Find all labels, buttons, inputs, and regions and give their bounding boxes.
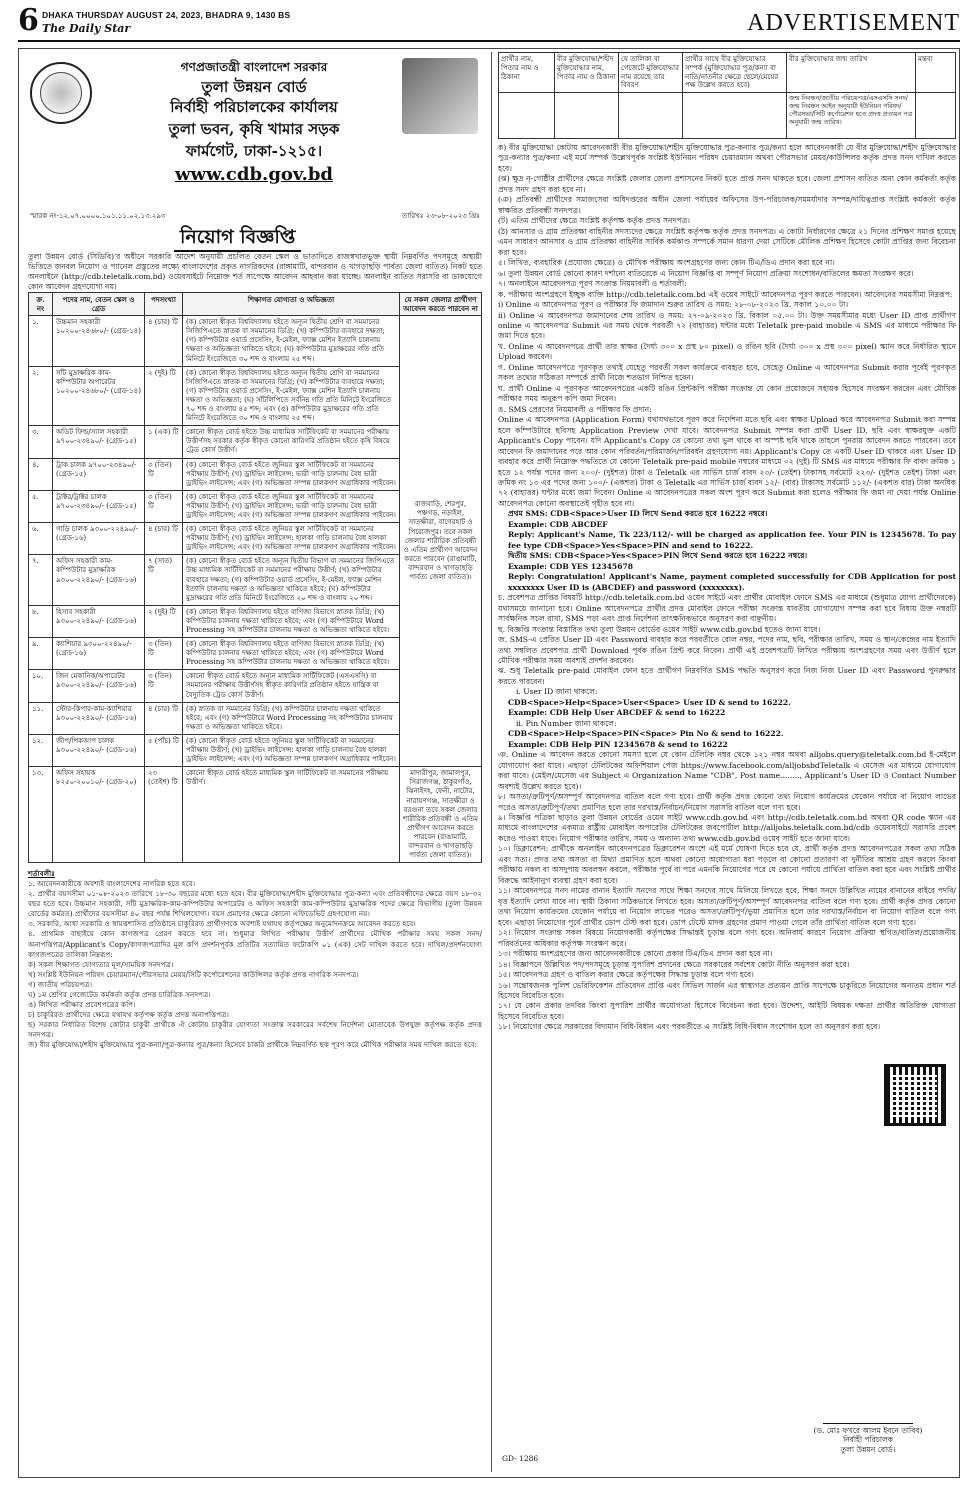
instruction-line: চ. প্রবেশপত্র প্রাপ্তির বিষয়টি http://cdb.teletalk.com.bd ওয়েব সাইটে এবং প্রার্থীর মোবাইল ফোনে SMS এর মাধ্যমে (শুধুমাত্র যোগ্য প্রার্থীদেরকে) যথাসময়ে জানানো হবে। Online আবেদনপত্রে প্রার্থীর প্রদত্ত মোবাইল ফোনে পরীক্ষা সংক্রান্ত যাবতীয় যোগাযোগ সম্পন্ন করা হবে বিধায় উক্ত নম্বরটি সার্বক্ষনিক সচল রাখা, SMS পড়া এবং প্রাপ্ত নির্দেশনা তাৎক্ষনিকভাবে অনুসরণ করা বাঞ্ছনীয়। [498, 593, 956, 624]
table-cell: ২ (দুই) টি [145, 605, 183, 637]
table-cell: জীপ/পিকআপ চালক ৯৩০০-২২৪৯০/- (গ্রেড-১৬) [53, 734, 145, 766]
address-line-2: ফার্মগেট, ঢাকা-১২১৫। [185, 142, 323, 160]
portrait-image [402, 58, 478, 134]
table-cell: অডিট ফিল্ড/স্যাল সহকারী ৯৭০০-২৩৪৯০/- (গ্রেড-১৫) [53, 426, 145, 458]
instruction-line: ক) বীর মুক্তিযোদ্ধা কোটায় আবেদনকারী বীর মুক্তিযোদ্ধা/শহীদ মুক্তিযোদ্ধার পুত্র-কন্যার পুত্র/কন্যা হলে আবেদনকারী যে বীর মুক্তিযোদ্ধা/শহীদ মুক্তিযোদ্ধার পুত্র-কন্যার পুত্র/কন্যা এই মর্মে সম্পর্ক উল্লেখপূর্বক সংশ্লিষ্ট ইউনিয়ন পরিষদ চেয়ারম্যান অথবা পৌরসভার মেয়র/কাউন্সিলর কর্তৃক প্রদত্ত সনদ দাখিল করতে হবে। [498, 143, 956, 173]
table-cell: (ক) কোনো স্বীকৃত বিশ্ববিদ্যালয় হইতে বাণিজ্য বিভাগে স্নাতক ডিগ্রি; (খ) কম্পিউটার চালনায় দক্ষতা থাকিতে হইবে; এবং (গ) কম্পিউটারে Word Processing সহ কম্পিউটার চালনায় দক্ষতা ও অভিজ্ঞতা থাকিতে হইবে। [183, 605, 400, 637]
table-cell: (ক) কোনো স্বীকৃত বোর্ড হইতে জুনিয়র স্কুল সার্টিফিকেট বা সমমানের পরীক্ষায় উত্তীর্ণ; (খ) ড্রাইভিং লাইসেন্স: ভারী গাড়ি চালনায় বৈধ ভারী ড্রাইভিং লাইসেন্স; এবং (গ) অভিজ্ঞতা সম্পন্ন চালকগণ অগ্রাধিকার পাইবেন। [183, 458, 400, 490]
condition-item: ঙ) লিখিত পরীক্ষার প্রবেশপত্রের কপি। [28, 1000, 136, 1010]
instruction-line: ১২। নিয়োগ সংক্রান্ত সকল বিষয়ে নিয়োগকারী কর্তৃপক্ষের সিদ্ধান্তই চূড়ান্ত বলে গণ্য হবে। অনিবার্য কারণে নিয়োগ প্রক্রিয়া স্থগিত/বাতিল/প্রয়োজনীয় পরিবর্তনের অধিকার কর্তৃপক্ষ সংরক্ষণ করে। [498, 928, 956, 948]
signature-image [823, 1402, 913, 1424]
instruction-line: ৭। অনলাইনে আবেদনপত্র পূরণ সংক্রান্ত নিয়মাবলী ও শর্তাবলী: [498, 279, 687, 289]
ff-col-header: প্রার্থীর নাম, পিতার নাম ও ঠিকানা [499, 53, 555, 93]
instruction-line: Example: CDB Help User ABCDEF & send to 16222 [508, 708, 726, 718]
conditions-title: শর্তাবলীঃ [28, 869, 55, 878]
table-cell: (ক) কোনো স্বীকৃত বোর্ড হইতে অন্যূন দ্বিতীয় বিভাগ বা সমমানের জিপিএতে উচ্চ মাধ্যমিক সার্টিফিকেট বা সমমানের পরীক্ষায় উত্তীর্ণ; (খ) কম্পিউটার ব্যবহারে দক্ষতা; (গ) কম্পিউটার ওয়ার্ড প্রসেসিং, ই-মেইল, ফ্যাক্স মেশিন ইত্যাদি চালনায় দক্ষতা ও অভিজ্ঞতা থাকিতে হইবে; (ঘ) কম্পিউটার মুদ্রাক্ষরের গতি প্রতি মিনিটে ইংরেজিতে ২০ শব্দ ও বাংলায় ২০ শব্দ। [183, 555, 400, 605]
table-cell: ট্রাক্টর/ট্রাক্টর চালক ৯৭০০-২৩৪৯০/- (গ্রেড-১৫) [53, 490, 145, 522]
table-cell: কোনো স্বীকৃত বোর্ড হইতে উচ্চ মাধ্যমিক সার্টিফিকেট বা সমমানের পরীক্ষায় উত্তীর্ণসহ সরকার কর্তৃক স্বীকৃত কোনো কারিগরি প্রতিষ্ঠান হইতে কৃষি বিষয়ে ট্রেড কোর্স উত্তীর্ণ। [183, 426, 400, 458]
instruction-line: ৫। লিখিত, ব্যবহারিক (প্রযোজ্য ক্ষেত্রে) ও মৌখিক পরীক্ষায় অংশগ্রহণের জন্য কোন টিএ/ডিএ প্রদান করা হবে না। [498, 258, 835, 268]
freedom-fighter-table [498, 52, 956, 139]
board-name: তুলা উন্নয়ন বোর্ড [201, 78, 307, 96]
district-cell: রাজবাড়ি, শেরপুর, পঞ্চগড়, নড়াইল, সাতক্ষীরা, বাগেরহাট ও পিরোজপুর। তবে সকল জেলার শারীরিক প্রতিবন্ধী ও এতিম প্রার্থীগণ আবেদন করতে পারবেন (রাঙামাটি, বান্দরবান ও খাগড়াছড়ি পার্বত্য জেলা ব্যতিত)। [400, 316, 482, 767]
table-cell: স্টোর-কিপার-কাম-ক্যাশিয়ার ৯৩০০-২২৪৯০/- (গ্রেড-১৬) [53, 702, 145, 734]
instruction-line: CDB<Space>Help<Space>PIN<Space> Pin No & send to 16222. [508, 729, 784, 739]
ff-birthdate-note: জন্ম নিবন্ধন/জাতীয় পরিচয়পত্র/এসএসসি সনদ/জন্ম নিবন্ধন আইন অনুযায়ী ইউনিয়ন পরিষদ/পৌরসভা/সিটি কর্পোরেশন হতে প্রদত্ত প্রত্যয়ন পত্র অনুযায়ী জন্ম তারিখ। [787, 93, 916, 139]
instruction-line: (ট) এতিম প্রার্থীদের ক্ষেত্রে সংশ্লিষ্ট কর্তৃপক্ষ কর্তৃক প্রদত্ত সনদপত্র। [498, 216, 690, 226]
table-cell: অফিস সহকারী কাম-কম্পিউটার মুদ্রাক্ষরিক ৯৩০০-২২৪৯০/- (গ্রেড-১৬) [53, 555, 145, 605]
table-cell: (ক) কোনো স্বীকৃত বিশ্ববিদ্যালয় হইতে বাণিজ্য বিভাগে স্নাতক ডিগ্রি; (খ) কম্পিউটার চালনায় দক্ষতা থাকিতে হইবে; এবং (গ) কম্পিউটারে Word Processing সহ কম্পিউটার চালনায় দক্ষতা ও অভিজ্ঞতা থাকিতে হইবে। [183, 638, 400, 670]
col-header: পদসংখ্যা [145, 293, 183, 316]
instruction-line: ৬। তুলা উন্নয়ন বোর্ড কোনো কারণ দর্শানো ব্যতিরেকে এ নিয়োগ বিজ্ঞপ্তি বা সম্পূর্ণ নিয়োগ প্রক্রিয়া সংশোধন/বাতিলের ক্ষমতা সংরক্ষণ করে। [498, 268, 914, 278]
condition-item: গ) জাতীয় পরিচয়পত্র। [28, 979, 93, 989]
masthead [18, 3, 960, 42]
ff-col-header: যে তালিকা বা গেজেটে মুক্তিযোদ্ধার নাম রয়েছে তার বিবরণ [619, 53, 683, 93]
instruction-line: i) Online এ আবেদনপত্র পূরণ ও পরীক্ষার ফি জমাদান শুরুর তারিখ ও সময়: ২৮-০৮-২০২৩ খ্রি. সকাল ১০.০০ টা। [498, 300, 849, 310]
table-cell: হিসাব সহকারী ৯৩০০-২২৪৯০/- (গ্রেড-১৬) [53, 605, 145, 637]
condition-item: ৩. সরকারি, আধা সরকারি ও স্বায়ত্তশাসিত প্রতিষ্ঠানে চাকুরিরত প্রার্থীগণকে অবশ্যই যথাযথ কর্তৃপক্ষের অনুমোদনক্রমে আবেদন করতে হবে। [28, 919, 416, 929]
instruction-line: Online এ আবেদনপত্র (Application Form) যথাযথভাবে পূরণ করে নির্দেশনা মতে ছবি এবং স্বাক্ষর Upload করে আবেদনপত্র Submit করা সম্পন্ন হলে কম্পিউটারে ছবিসহ Application Preview দেখা যাবে। আবেদনপত্র Submit সম্পন্ন করা প্রার্থী User ID, ছবি এবং স্বাক্ষরযুক্ত একটি Applicant's Copy পাবেন। যদি Applicant's Copy তে কোনো তথ্য ভুল থাকে বা অস্পষ্ট ছবি থাকে তাহলে পুনরায় আবেদন করতে পারবেন। তবে আবেদন ফি জমাদানের পরে আর কোন পরিবর্তন/পরিমার্জন/পরিবর্ধন গ্রহণযোগ্য নয়। Applicant's Copy তে একটি User ID থাকবে এবং User ID ব্যবহার করে প্রার্থী নিম্নোক্ত পদ্ধতিতে যে কোনো Teletalk pre-paid mobile নম্বরের মাধ্যমে ০২ (দুই) টি SMS এর মাধ্যমে পরীক্ষার ফি বাবদ ক্রমিক ১ হতে ১২ পর্যন্ত পদের জন্য ২০০/- (দুইশত) টাকা ও Teletalk এর সার্ভিস চার্জ বাবদ ২৩/- (তেইশ) টাকাসহ সর্বমোট ২২৩/- (দুইশত তেইশ) টাকা এবং ক্রমিক নং ১৩ এর পদের জন্য ১০০/- (একশত) টাকা ও Teletalk এর সার্ভিস চার্জ বাবদ ১২/- (বার) টাকাসহ সর্বমোট ১১২/- (একশত বার) টাকা অনধিক ৭২ (বাহাত্তর) ঘন্টার মধ্যে জমা দিবেন। Online এ আবেদনপত্রের সকল অংশ পূরণ করে Submit করা হলেও পরীক্ষার ফি জমা না দেয়া পর্যন্ত Online আবেদনপত্র কোনো অবস্থাতেই গৃহীত হবে না। [498, 415, 956, 508]
instruction-line: দ্বিতীয় SMS: CDB<Space>Yes<Space>PIN লিখে Send করতে হবে 16222 নম্বরে। [508, 551, 808, 561]
condition-item: ১. আবেদনকারীকে অবশ্যই বাংলাদেশের নাগরিক হতে হবে। [28, 879, 196, 889]
newspaper-brand: The Daily Star [42, 22, 131, 35]
condition-item: ৪. প্রাথমিক বাছাইয়ে কোন কাগজপত্র প্রেরণ করতে হবে না। শুধুমাত্র লিখিত পরীক্ষায় উত্তীর্ণ প্রার্থীদের মৌখিক পরীক্ষার সময় সকল সনদ/অনাপত্তিপত্র/Applicant's Copy/কাগজপত্রাদির মূল কপি প্রদর্শনপূর্বক প্রতিটির সত্যায়িত ফটোকপি ০১ (এক) সেট দাখিল করতে হবে। দাখিল/প্রদর্শনযোগ্য কাগজপত্রের তালিকা নিম্নরূপ: [28, 929, 482, 959]
table-cell: উচ্চমান সহকারী ১০২০০-২৪৬৮০/- (গ্রেড-১৪) [53, 316, 145, 366]
table-cell: কোনো স্বীকৃত বোর্ড হইতে মাধ্যমিক স্কুল সার্টিফিকেট বা সমমানের পরীক্ষায় উত্তীর্ণ। [183, 767, 400, 863]
dateline: DHAKA THURSDAY AUGUST 24, 2023, BHADRA 9, 1430 BS [42, 10, 291, 20]
instruction-line: (ঞ) প্রতিবন্ধী প্রার্থীদের সমাজসেবা অধিদপ্তরের অধীন জেলা পর্যায়ের অফিসের উপ-পরিচালক/সমমর্যাদার সম্পন্ন/দায়িত্বপ্রাপ্ত সংশ্লিষ্ট কর্মকর্তা কর্তৃক স্বাক্ষরিত প্রতিবন্ধী সনদপত্র। [498, 195, 956, 215]
instruction-line: Reply: Congratulation! Applicant's Name, payment completed successfully for CDB Application for post xxxxxxxx User ID is (ABCDEF) and password (xxxxxxxx). [508, 572, 956, 592]
table-cell: (ক) স্নাতক বা সমমানের ডিগ্রি; (খ) কম্পিউটার চালনায় দক্ষতা থাকিতে হইবে; এবং (গ) কম্পিউটারে Word Processing সহ কম্পিউটার চালনায় দক্ষতা ও অভিজ্ঞতা থাকিতে হইবে। [183, 702, 400, 734]
condition-item: ছ) সরকার নির্ধারিত বিশেষ কোটার চাকুরী প্রার্থীকে ঐ কোটায় চাকুরীর যোগ্যতা সংক্রান্ত সরকারের সর্বশেষ নির্দেশনা মোতাবেক উপযুক্ত কর্তৃপক্ষ কর্তৃক প্রদত্ত সনদপত্র। [28, 1020, 482, 1040]
instruction-line: গ. Online আবেদনপত্রে পূরণকৃত তথ্যই যেহেতু পরবর্তী সকল কার্যক্রমে ব্যবহৃত হবে, সেহেতু Online এ আবেদনপত্র Submit করার পূর্বেই পূরণকৃত সকল তথ্যের সঠিকতা সম্পর্কে প্রার্থী নিজে শতভাগ নিশ্চিত হবেন। [498, 362, 956, 383]
instruction-line: (ঝ) ক্ষুদ্র নৃ-গোষ্ঠীর প্রার্থীদের ক্ষেত্রে সংশ্লিষ্ট জেলার জেলা প্রশাসনের নিকট হতে প্রাপ্ত সনদ থাকতে হবে। জেলা প্রশাসন ব্যতিত অন্য কোন কর্মকর্তা কর্তৃক প্রদত্ত সনদ গ্রহণ করা হবে না। [498, 174, 956, 194]
qr-code-icon[interactable] [884, 1064, 946, 1126]
section-label: ADVERTISEMENT [747, 10, 960, 36]
ff-col-header: মন্তব্য [916, 53, 956, 93]
table-cell: ৭ (সাত) টি [145, 555, 183, 605]
table-cell: ৮. [29, 605, 53, 637]
instruction-line: CDB<Space>Help<Space>User<Space> User ID & send to 16222. [508, 697, 791, 707]
instruction-line: ii. Pin Number জানা থাকলে: [516, 718, 617, 728]
instruction-line: ঝ. শুধু Teletalk pre-paid মোবাইল ফোন হতে প্রার্থীগণ নিম্নবর্ণিত SMS পদ্ধতি অনুসরণ করে নিজ নিজ User ID এবং Password পুনরুদ্ধার করতে পারবেন। [498, 666, 956, 686]
ff-col-header: বীর মুক্তিযোদ্ধা/শহীদ মুক্তিযোদ্ধার নাম, পিতার নাম ও ঠিকানা [555, 53, 619, 93]
instruction-line: ১১। আবেদনপত্রে সনদ নামের বানান ইত্যাদি সনদের সাথে শিক্ষা সনদের সাথে মিলিয়ে লিখতে হবে, শিক্ষা সনদে উল্লিখিত নামের বানানের বাইরে পদবি/বৃত্ত ইত্যাদি লেখা যাবে না। স্থায়ী ঠিকানা সঠিকভাবে লিখতে হবে। অসত্য/ত্রুটিপূর্ণ/অসম্পূর্ণ আবেদনপত্র বাতিল বলে গণ্য হবে। প্রার্থী কর্তৃক প্রদত্ত কোনো তথ্য নিয়োগ কার্যক্রমের যেকোন পর্যায়ে বা নিয়োগ লাভের পরেও অসত্য/ত্রুটিপূর্ণ/ভুয়া প্রমাণিত হলে তার দরখাস্ত/নির্বাচন বা নিয়োগ বাতিল বলে গণ্য হবে। এছাড়া নিয়োগের পূর্বে প্রার্থীর ডোপ টেস্ট করা হবে। ডোপ টেস্টে মাদক গ্রহণের প্রমাণ পাওয়া গেলে তাঁর প্রার্থিতা বাতিল বলে গণ্য হবে। [498, 886, 956, 927]
conditions-section [28, 869, 482, 1050]
instruction-line: খ. Online এ আবেদনপত্রে প্রার্থী তার স্বাক্ষর (দৈর্ঘ্য ৩০০ x প্রস্থ ৮০ pixel) ও রঙিন ছবি (দৈর্ঘ্য ৩০০ x প্রস্থ ৩০০ pixel) স্ক্যান করে নির্ধারিত স্থানে Upload করবেন। [498, 341, 956, 362]
gov-name: গণপ্রজাতন্ত্রী বাংলাদেশ সরকার [180, 60, 328, 74]
condition-item: ক) সকল শিক্ষাগত যোগ্যতার মূল/সাময়িক সনদপত্র। [28, 959, 174, 969]
table-cell: ৪ (চার) টি [145, 523, 183, 555]
col-header: পদের নাম, বেতন স্কেল ও গ্রেড [53, 293, 145, 316]
instruction-line: Example: CDB ABCDEF [508, 519, 608, 529]
gd-number: GD- 1286 [502, 1454, 539, 1463]
table-cell: ৯. [29, 638, 53, 670]
table-cell: অফিস সহায়ক ৮২৫০-২০০১০/- (গ্রেড-২০) [53, 767, 145, 863]
table-cell: ট্রাক চালক ৯৭০০-২৩৪৯০/- (গ্রেড-১৫) [53, 458, 145, 490]
notice-header [24, 52, 486, 202]
instruction-line: প্রথম SMS: CDB<Space>User ID লিখে Send করতে হবে 16222 নম্বরে। [508, 509, 768, 519]
table-cell: ৪ (চার) টি [145, 316, 183, 366]
address-line-1: তুলা ভবন, কৃষি খামার সড়ক [168, 120, 340, 138]
col-header: শিক্ষাগত যোগ্যতা ও অভিজ্ঞতা [183, 293, 400, 316]
table-cell: ১. [29, 316, 53, 366]
website-link[interactable]: www.cdb.gov.bd [174, 164, 334, 185]
table-cell: (ক) কোনো স্বীকৃত বোর্ড হইতে জুনিয়র স্কুল সার্টিফিকেট বা সমমানের পরীক্ষায় উত্তীর্ণ; (খ) ড্রাইভিং লাইসেন্স: হালকা গাড়ি চালনায় বৈধ হালকা ড্রাইভিং লাইসেন্স; এবং (গ) অভিজ্ঞতা সম্পন্ন চালকগণ অগ্রাধিকার পাইবেন। [183, 734, 400, 766]
district-cell: মাদারীপুর, জামালপুর, সিরাজগঞ্জ, ঠাকুরগাঁও, ঝিনাইদহ, ফেনী, নাটোর, নারায়ণগঞ্জ, সাতক্ষীরা ও বরগুনা তবে সকল জেলার শারীরিক প্রতিবন্ধী ও এতিম প্রার্থীগণ আবেদন করতে পারবেন (রাঙামাটি, বান্দরবান ও খাগড়াছড়ি পার্বত্য জেলা ব্যতিত)। [400, 767, 482, 863]
instruction-line: ঘ. প্রার্থী Online এ পূরণকৃত আবেদনপত্রের একটি রঙিন প্রিন্টকপি পরীক্ষা সংক্রান্ত যে কোন প্রয়োজনে সহায়ক হিসেবে সংরক্ষণ করবেন এবং মৌখিক পরীক্ষার সময় অনুরূপ কপি জমা দিবেন। [498, 383, 956, 404]
memo-number: স্মারক নং-১২.০৭.০০০০.১০১.১১.০২.১৩.২৯৩ [30, 212, 166, 220]
intro-paragraph: তুলা উন্নয়ন বোর্ড (সিডিবি)'র অধীনে সরকারি আদেশ অনুযায়ী প্রচলিত বেতন স্কেল ও ভাতাদিতে রাজস্বখাতভুক্ত স্থায়ী নিম্নবর্ণিত পদসমূহে অস্থায়ী ভিত্তিতে জনবল নিয়োগ ও প্যানেল প্রস্তুতের লক্ষ্যে বাংলাদেশের প্রকৃত নাগরিকদের (রাঙ্গামাটি, বান্দরবান ও খাগড়াছড়ি পার্বত্য জেলা ব্যতিত) নিকট হতে অনলাইনে (http://cdb.teletalk.com.bd) ওয়েবসাইটে নিম্নোক্ত শর্ত সাপেক্ষে আবেদন আহবান করা যাচ্ছে। অনলাইন ব্যতিত সরাসরি বা ডাকযোগে কোন আবেদন গ্রহণযোগ্য নয়। [28, 252, 482, 292]
instruction-line: Example: CDB Help PIN 12345678 & send to 16222 [508, 739, 728, 749]
cdb-seal-logo [30, 62, 92, 124]
table-cell: জিন মেকানিক/অপারেটর ৯৩০০-২২৪৯০/- (গ্রেড-১৬) [53, 670, 145, 702]
instruction-line: ছ. বিজ্ঞপ্তি সংক্রান্ত বিস্তারিত তথ্য তুলা উন্নয়ন বোর্ডের ওয়েব সাইট www.cdb.gov.bd হতেও জানা যাবে। [498, 624, 821, 634]
condition-item: জ) বীর মুক্তিযোদ্ধা/শহীদ মুক্তিযোদ্ধার পুত্র-কন্যা/পুত্র-কন্যার পুত্র/কন্যা হিসেবে চাকরি প্রার্থীকে নিম্নবর্ণিত ছক পূরণ করে মৌখিক পরীক্ষার সময় দাখিল করতে হবে: [28, 1040, 478, 1050]
instruction-line: (ঠ) আনসার ও গ্রাম প্রতিরক্ষা বাহিনীর সদস্যদের ক্ষেত্রে সংশ্লিষ্ট কর্তৃপক্ষ কর্তৃক প্রদত্ত সনদপত্র। এ কোটা নির্ধারণের ক্ষেত্রে ২১ দিনের প্রশিক্ষণ সমাপ্ত হয়েছে এমন সাধারণ আনসার ও গ্রাম প্রতিরক্ষা বাহিনীর সার্বিক কর্মকাণ্ড সম্পর্কে সমান ধারণা দেয়া সেটিকে মৌলিক প্রশিক্ষণ হিসেবে কোটা প্রাপ্তির জন্য বিবেচনা করা হবে। [498, 226, 956, 257]
table-cell: ১০. [29, 670, 53, 702]
instruction-line: ঞ. Online এ আবেদন করতে কোনো সমস্যা হলে যে কোন টেলিটক নম্বর থেকে ১২১ নম্বর অথবা alljobs.query@teletalk.com.bd ই-মেইলে যোগাযোগ করা যাবে। এছাড়া টেলিটকের অফিশিয়াল পেজ https://www.facebook.com/alljobsbdTeletalk এ মেসেজ এর মাধ্যমে যোগাযোগ করা যাবে। (মেইল/মেসেজ এর Subject এ Organization Name "CDB", Post name........, Applicant's User ID ও Contact Number অবশ্যই উল্লেখ করতে হবে)। [498, 750, 956, 791]
signatory-title: নির্বাহী পরিচালক [843, 1435, 893, 1445]
instruction-line: ১৮। নিয়োগের ক্ষেত্রে সরকারের বিদ্যমান বিধি-বিধান এবং পরবর্তীতে এ সংশ্লিষ্ট বিধি-বিধান সংশোধন হলে তা অনুসরণ করা হবে। [498, 1022, 881, 1032]
table-cell: ৩ (তিন) টি [145, 670, 183, 702]
table-cell: ৬. [29, 523, 53, 555]
table-cell: (ক) কোনো স্বীকৃত বিশ্ববিদ্যালয় হইতে অন্যূন দ্বিতীয় শ্রেণি বা সমমানের সিজিপিএতে স্নাতক বা সমমানের ডিগ্রি; (খ) কম্পিউটার ব্যবহারে দক্ষতা; (গ) কম্পিউটার ওয়ার্ড প্রসেসিং, ই-মেইল, ফ্যাক্স মেশিন ইত্যাদি চালনায় দক্ষতা ও অভিজ্ঞতা; (ঘ) সাঁটলিপিতে সর্বনিম্ন গতি প্রতি মিনিটে ইংরেজিতে ৭০ শব্দ ও বাংলায় ৪৫ শব্দ; এবং (ঙ) কম্পিউটার মুদ্রাক্ষরের গতি প্রতি মিনিটে ইংরেজিতে ৩০ শব্দ ও বাংলায় ২৫ শব্দ। [183, 366, 400, 426]
ff-col-header: বীর মুক্তিযোদ্ধার জন্ম তারিখ [787, 53, 916, 93]
signatory-name: (ড. মোঃ ফখরে আলম ইবনে তাবিব) [813, 1426, 923, 1435]
condition-item: ঘ) ১ম শ্রেণির গেজেটেড কর্মকর্তা কর্তৃক প্রদত্ত চারিত্রিক সনদপত্র। [28, 989, 211, 999]
condition-item: চ) চাকুরিরত প্রার্থীদের ক্ষেত্রে যথাযথ কর্তৃপক্ষ কর্তৃক প্রদত্ত অনাপত্তিপত্র। [28, 1010, 229, 1020]
col-header: ক্র. নং [29, 293, 53, 316]
table-cell: ৪ (চার) টি [145, 702, 183, 734]
instruction-line: জ. SMS-এ প্রেরিত User ID এবং Password ব্যবহার করে পরবর্তীতে রোল নম্বর, পদের নাম, ছবি, পরীক্ষার তারিখ, সময় ও স্থান/কেন্দ্রের নাম ইত্যাদি তথ্য সম্বলিত প্রবেশপত্র প্রার্থী Download পূর্বক রঙিন প্রিন্ট করে নিবেন। প্রার্থী এই প্রবেশপত্রটি লিখিত পরীক্ষায় অংশগ্রহণের সময় এবং উত্তীর্ণ হলে মৌখিক পরীক্ষার সময় অবশ্যই প্রদর্শন করবেন। [498, 635, 956, 665]
table-cell: কোনো স্বীকৃত বোর্ড হইতে অন্যূন মাধ্যমিক সার্টিফিকেট (এসএসসি) বা সমমানের পরীক্ষায় উত্তীর্ণসহ স্বীকৃত কারিগরি প্রতিষ্ঠান হইতে যান্ত্রিক বা বৈদ্যুতিক ট্রেড কোর্স উত্তীর্ণ। [183, 670, 400, 702]
table-cell: ২. [29, 366, 53, 426]
instruction-line: Example: CDB YES 12345678 [508, 561, 634, 571]
instruction-line: Reply: Applicant's Name, Tk 223/112/- will be charged as application fee. Your PIN is 12345678. To pay fee type CDB<Space>Yes<Space>PIN and send to 16222. [508, 530, 956, 550]
table-cell: সাঁট মুদ্রাক্ষরিক কাম-কম্পিউটার অপারেটর ১০২০০-২৪৬৮০/- (গ্রেড-১৪) [53, 366, 145, 426]
instruction-line: ১৪। বিজ্ঞাপনে উল্লিখিত পদ/পদসমূহে চূড়ান্ত সুপারিশ প্রদানের ক্ষেত্রে সরকারের সর্বশেষ কোটা নীতি অনুসরণ করা হবে। [498, 959, 850, 969]
jobs-table [28, 292, 482, 863]
table-cell: ৫ (পাঁচ) টি [145, 734, 183, 766]
masthead-rule [18, 40, 960, 42]
table-cell: ৪. [29, 458, 53, 490]
table-cell: ৩. [29, 426, 53, 458]
instruction-line: ১৬। সন্তোষজনক পুলিশ ভেরিফিকেশন প্রতিবেদন প্রাপ্তি এবং সিভিল সার্জন এর স্বাস্থ্যগত প্রত্যয়ন প্রাপ্তি সাপেক্ষে চাকুরিতে নিয়োগের অন্যতম প্রধান শর্ত হিসেবে বিবেচিত হবে। [498, 980, 956, 1000]
condition-item: খ) সংশ্লিষ্ট ইউনিয়ন পরিষদ চেয়ারম্যান/পৌরসভার মেয়র/সিটি কর্পোরেশনের কাউন্সিলর কর্তৃক প্রদত্ত নাগরিক সনদপত্র। [28, 969, 359, 979]
instruction-line: ৮। অসত্য/ত্রুটিপূর্ণ/অসম্পূর্ণ আবেদনপত্র বাতিল বলে গণ্য হবে। প্রার্থী কর্তৃক প্রদত্ত কোনো তথ্য নিয়োগ কার্যক্রমের যেকোন পর্যায়ে বা নিয়োগ লাভের পরেও অসত্য/ত্রুটিপূর্ণ/তথ্য প্রমাণিত হলে তার দরখাস্ত/নির্বাচন/নিয়োগ সরাসরি বাতিল বলে গণ্য হবে। [498, 792, 956, 812]
signatory-org: তুলা উন্নয়ন বোর্ড। [840, 1444, 896, 1454]
instruction-line: ii) Online এ আবেদনপত্র জমাদানের শেষ তারিখ ও সময়: ২৭-০৯-২০২৩ খ্রি. বিকাল ০৫.০০ টা। উক্ত সময়সীমার মধ্যে User ID প্রাপ্ত প্রার্থীগণ online এ আবেদনপত্র Submit এর সময় থেকে পরবর্তী ৭২ (বাহাত্তর) ঘন্টার মধ্যে Teletalk pre-paid mobile এ SMS এর মাধ্যমে পরীক্ষার ফি জমা দিতে হবে। [498, 310, 956, 341]
instruction-line: ১০। ডিক্লারেশন: প্রার্থীকে অনলাইন আবেদনপত্রের ডিক্লারেশন অংশে এই মর্মে ঘোষণা দিতে হবে যে, প্রার্থী কর্তৃক প্রদত্ত আবেদনপত্রের সকল তথ্য সঠিক এবং সত্য। প্রদত্ত তথ্য অসত্য বা মিথ্যা প্রমাণিত হলে অথবা কোনো অযোগ্যতা ধরা পড়লে বা কোনো প্রতারণা বা দুর্নীতির আশ্রয় গ্রহণ করলে কিংবা পরীক্ষায় নকল বা অসদুপায় অবলম্বন করলে, পরীক্ষার পূর্বে বা পরে এমনকি নিয়োগের পরে যে কোনো পর্যায়ে প্রার্থিতা বাতিল করা হবে এবং সংশ্লিষ্ট প্রার্থীর বিরুদ্ধে আইনানুগ ব্যবস্থা গ্রহণ করা হবে। [498, 844, 956, 885]
table-cell: ২৩ (তেইশ) টি [145, 767, 183, 863]
instruction-line: ৯। বিজ্ঞপ্তি পত্রিকা ছাড়াও তুলা উন্নয়ন বোর্ডের ওয়েব সাইট www.cdb.gov.bd এবং http://cdb.teletalk.com.bd অথবা QR code স্ক্যান এর মাধ্যমে বাংলাদেশের একমাত্র রাষ্ট্রীয় মোবাইল অপারেটর টেলিটকের জবপোর্টাল http://alljobs.teletalk.com.bd/cdb ওয়েবসাইটে সরাসরি প্রবেশ করেও পাওয়া যাবে। নিয়োগ পরীক্ষার তারিখ, সময় ও অন্যান্য তথ্য www.cdb.gov.bd ওয়েব সাইট হতে জানা যাবে। [498, 813, 956, 843]
table-cell: ৩ (তিন) টি [145, 458, 183, 490]
table-cell: ১৩. [29, 767, 53, 863]
instruction-line: i. User ID জানা থাকলে: [516, 687, 598, 697]
table-cell: ক্যাশিয়ার ৯৩০০-২২৪৯০/- (গ্রেড-১৬) [53, 638, 145, 670]
table-cell: ৫. [29, 490, 53, 522]
table-cell: (ক) কোনো স্বীকৃত বোর্ড হইতে জুনিয়র স্কুল সার্টিফিকেট বা সমমানের পরীক্ষায় উত্তীর্ণ; (খ) ড্রাইভিং লাইসেন্স: হালকা গাড়ি চালনায় বৈধ হালকা ড্রাইভিং লাইসেন্স; এবং (গ) অভিজ্ঞতা সম্পন্ন চালকগণ অগ্রাধিকার পাইবেন। [183, 523, 400, 555]
col-header: যে সকল জেলার প্রার্থীগণ আবেদন করতে পারবেন না [400, 293, 482, 316]
table-cell: ২ (দুই) টি [145, 366, 183, 426]
table-cell: ১২. [29, 734, 53, 766]
instruction-line: ঙ. SMS প্রেরণের নিয়মাবলী ও পরীক্ষার ফি প্রদান: [498, 404, 652, 414]
table-cell: (ক) কোনো স্বীকৃত বোর্ড হইতে জুনিয়র স্কুল সার্টিফিকেট বা সমমানের পরীক্ষায় উত্তীর্ণ; (খ) ড্রাইভিং লাইসেন্স: ভারী গাড়ি চালনায় বৈধ ভারী ড্রাইভিং লাইসেন্স; এবং (গ) অভিজ্ঞতা সম্পন্ন চালকগণ অগ্রাধিকার পাইবেন। [183, 490, 400, 522]
table-row [29, 767, 482, 863]
notice-date: তারিখঃ ২৩-০৮-২০২৩ খ্রিঃ [402, 212, 480, 220]
column-divider [491, 52, 492, 1472]
instruction-line: ১৭। যে কোন প্রকার তদবির কিংবা সুপারিশ প্রার্থীর অযোগ্যতা হিসেবে বিবেচনা করা হবে। উদ্দেশ্য, আইটি বিষয়ক দক্ষতা প্রার্থীর অতিরিক্ত যোগ্যতা হিসেবে বিবেচিত হবে। [498, 1001, 956, 1021]
ff-col-header: প্রার্থীর সাথে বীর মুক্তিযোদ্ধার সম্পর্ক (মুক্তিযোদ্ধার পুত্র/কন্যা বা নাতি/নাতনীর ক্ষেত্রে ছেলে/মেয়ের পক্ষ উল্লেখ করতে হবে) [683, 53, 787, 93]
table-cell: গাড়ি চালক ৯৩০০-২২৪৯০/- (গ্রেড-১৬) [53, 523, 145, 555]
left-column [24, 52, 486, 1472]
right-column [498, 52, 956, 1472]
table-cell: ১ (এক) টি [145, 426, 183, 458]
instruction-line: ১৫। আবেদনপত্র গ্রহণ ও বাতিল করার ক্ষেত্রে কর্তৃপক্ষের সিদ্ধান্ত চূড়ান্ত বলে গণ্য হবে। [498, 970, 754, 980]
table-cell: (ক) কোনো স্বীকৃত বিশ্ববিদ্যালয় হইতে অন্যূন দ্বিতীয় শ্রেণি বা সমমানের সিজিপিএতে স্নাতক বা সমমানের ডিগ্রি; (খ) কম্পিউটার ব্যবহারে দক্ষতা; (গ) কম্পিউটার ওয়ার্ড প্রসেসিং, ই-মেইল, ফ্যাক্স মেশিন ইত্যাদি চালনায় দক্ষতা ও অভিজ্ঞতা থাকিতে হইবে; (ঘ) কম্পিউটার মুদ্রাক্ষরের গতি প্রতি মিনিটে ইংরেজিতে ৩০ শব্দ ও বাংলায় ২৫ শব্দ। [183, 316, 400, 366]
table-cell: ১১. [29, 702, 53, 734]
table-cell: ৩ (তিন) টি [145, 638, 183, 670]
table-cell: ৩ (তিন) টি [145, 490, 183, 522]
page-number: 6 [18, 3, 39, 38]
signature-block [788, 1402, 948, 1454]
table-row [29, 316, 482, 366]
condition-item: ২. প্রার্থীর বয়সসীমা ০১-০৮-২০২৩ তারিখে ১৮-৩০ বছরের মধ্যে হতে হবে। বীর মুক্তিযোদ্ধা/শহীদ মুক্তিযোদ্ধার পুত্র-কন্যা এবং প্রতিবন্ধীদের ক্ষেত্রে বয়স ১৮-৩২ বছর হতে হবে। উচ্চমান সহকারী, সাঁট মুদ্রাক্ষরিক-কাম-কম্পিউটার অপারেটর ও অফিস সহকারী কাম-কম্পিউটার মুদ্রাক্ষরিক পদের ক্ষেত্রে বিভাগীয় (তুলা উন্নয়ন বোর্ডের কর্মরত) প্রার্থীদের বয়সসীমা ৪০ বছর পর্যন্ত শিথিলযোগ্য। বয়স প্রমাণের ক্ষেত্রে কোনো এফিডেভিট গ্রহণযোগ্য নয়। [28, 889, 482, 919]
instruction-line: ১৩। পরীক্ষায় অংশগ্রহণের জন্য আবেদনকারীকে কোনো প্রকার টিএ/ডিএ প্রদান করা হবে না। [498, 949, 773, 959]
notice-title: নিয়োগ বিজ্ঞপ্তি [174, 226, 301, 252]
table-cell: ৭. [29, 555, 53, 605]
office-name: নির্বাহী পরিচালকের কার্যালয় [170, 98, 338, 116]
instruction-line: ক. পরীক্ষায় অংশগ্রহণে ইচ্ছুক ব্যক্তি http://cdb.teletalk.com.bd এই ওয়েব সাইটে আবেদনপত্র পূরণ করতে পারবেন। আবেদনের সময়সীমা নিম্নরূপ: [498, 289, 953, 299]
